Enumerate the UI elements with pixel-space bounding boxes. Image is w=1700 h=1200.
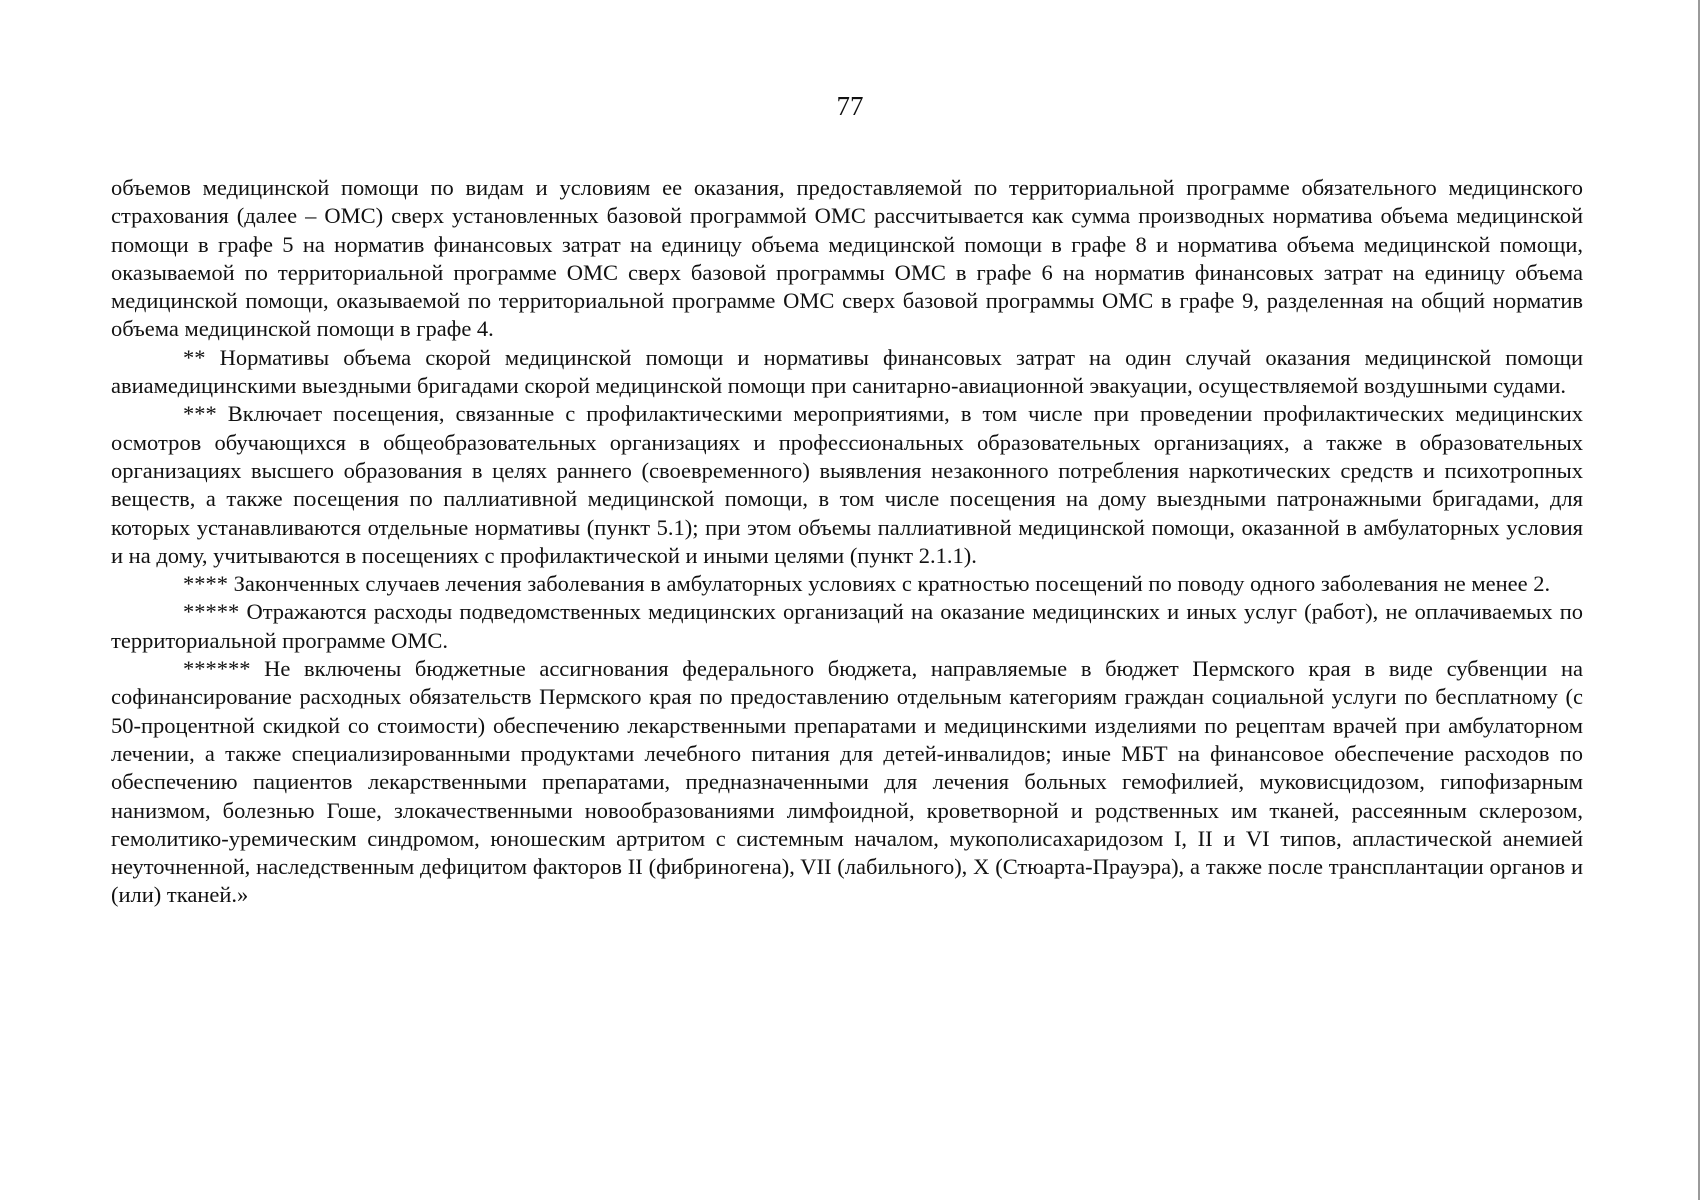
- footnote-4-stars: [111, 570, 1583, 598]
- footnote-2-stars: [111, 344, 1583, 401]
- footnote-5-stars: [111, 598, 1583, 655]
- footnote-text: Законченных случаев лечения заболевания в амбулаторных условиях с кратностью посещений по поводу одного заболевания не менее 2.: [233, 571, 1551, 597]
- footnote-marker: ****: [183, 571, 228, 597]
- footnote-text: Не включены бюджетные ассигнования федерального бюджета, направляемые в бюджет Пермского края в виде субвенции на софинансирование расходных обязательств Пермского края по предоставлению отдельным категориям граждан социальной услуги по бесплатному (с 50-процентной скидкой со стоимости) обеспечению лекарственными препаратами и медицинскими изделиями по рецептам врачей при амбулаторном лечении, а также специализированными продуктами лечебного питания для детей-инвалидов; иные МБТ на финансовое обеспечение расходов по обеспечению пациентов лекарственными препаратами, предназначенными для лечения больных гемофилией, муковисцидозом, гипофизарным нанизмом, болезнью Гоше, злокачественными новообразованиями лимфоидной, кроветворной и родственных им тканей, рассеянным склерозом, гемолитико-уремическим синдромом, юношеским артритом с системным началом, мукополисахаридозом I, II и VI типов, апластической анемией неуточненной, наследственным дефицитом факторов II (фибриногена), VII (лабильного), X (Стюарта-Прауэра), а также после трансплантации органов и (или) тканей.»: [111, 656, 1583, 908]
- footnote-marker: *****: [183, 599, 240, 625]
- footnote-6-stars: [111, 655, 1583, 910]
- footnote-continuation: [111, 174, 1583, 344]
- footnotes-body: [111, 174, 1583, 910]
- page-number: 77: [836, 91, 864, 121]
- footnote-marker: **: [183, 344, 206, 370]
- footnote-text: Отражаются расходы подведомственных медицинских организаций на оказание медицинских и иных услуг (работ), не оплачиваемых по территориальной программе ОМС.: [111, 599, 1584, 653]
- footnote-text: объемов медицинской помощи по видам и условиям ее оказания, предоставляемой по территориальной программе обязательного медицинского страхования (далее – ОМС) сверх установленных базовой программой ОМС рассчитывается как сумма производных норматива объема медицинской помощи в графе 5 на норматив финансовых затрат на единицу объема медицинской помощи в графе 8 и норматива объема медицинской помощи, оказываемой по территориальной программе ОМС сверх базовой программы ОМС в графе 6 на норматив финансовых затрат на единицу объема медицинской помощи, оказываемой по территориальной программе ОМС сверх базовой программы ОМС в графе 9, разделенная на общий норматив объема медицинской помощи в графе 4.: [111, 175, 1583, 342]
- footnote-text: Включает посещения, связанные с профилактическими мероприятиями, в том числе при проведении профилактических медицинских осмотров обучающихся в общеобразовательных организациях и профессиональных образовательных организациях, а также в образовательных организациях высшего образования в целях раннего (своевременного) выявления незаконного потребления наркотических средств и психотропных веществ, а также посещения по паллиативной медицинской помощи, в том числе посещения на дому выездными патронажными бригадами, для которых устанавливаются отдельные нормативы (пункт 5.1); при этом объемы паллиативной медицинской помощи, оказанной в амбулаторных условия и на дому, учитываются в посещениях с профилактической и иными целями (пункт 2.1.1).: [111, 401, 1584, 568]
- footnote-marker: ******: [183, 656, 251, 682]
- footnote-marker: ***: [183, 401, 217, 427]
- footnote-3-stars: [111, 400, 1583, 570]
- footnote-text: Нормативы объема скорой медицинской помощи и нормативы финансовых затрат на один случай оказания медицинской помощи авиамедицинскими выездными бригадами скорой медицинской помощи при санитарно-авиационной эвакуации, осуществляемой воздушными судами.: [111, 344, 1584, 399]
